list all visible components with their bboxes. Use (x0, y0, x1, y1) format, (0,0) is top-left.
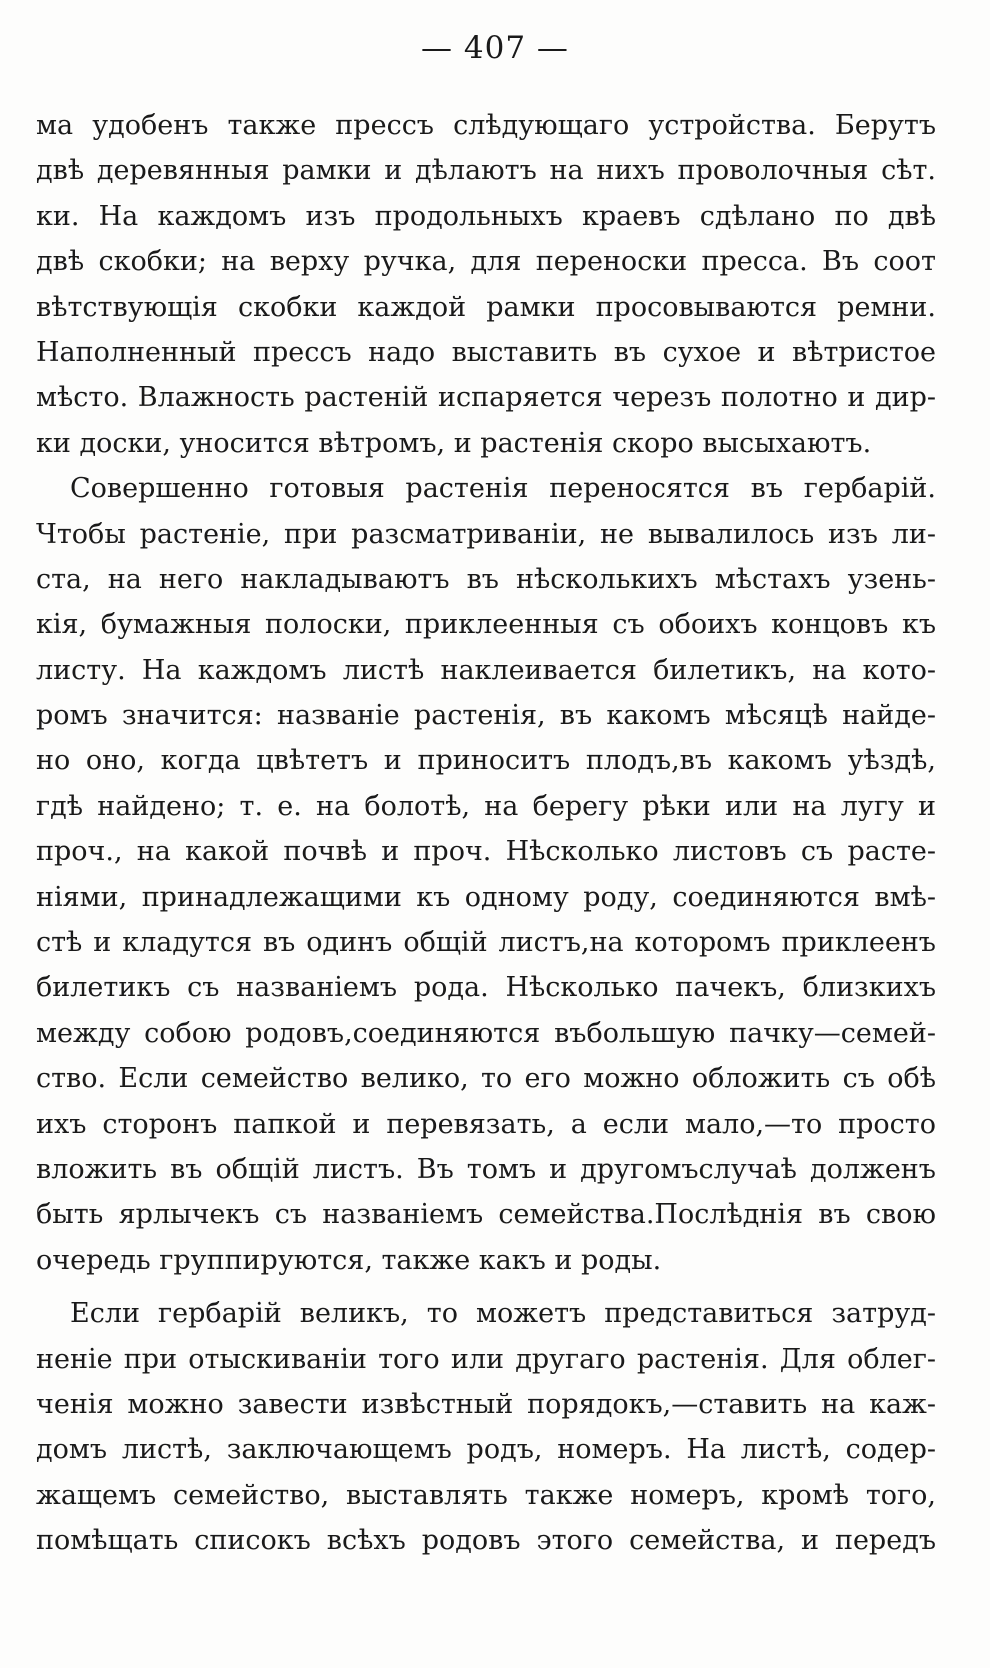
paragraph (36, 1291, 936, 1563)
text-line: быть ярлычекъ съ названіемъ семейства.Послѣднія въ свою (36, 1199, 936, 1231)
text-line: ки. На каждомъ изъ продольныхъ краевъ сдѣлано по двѣ (36, 200, 936, 232)
text-line: листу. На каждомъ листѣ наклеивается билетикъ, на кото- (36, 654, 936, 686)
text-line: домъ листѣ, заключающемъ родъ, номеръ. На листѣ, содер- (36, 1434, 936, 1466)
text-line: вложить въ общій листъ. Въ томъ и другомъслучаѣ долженъ (36, 1153, 936, 1185)
text-line: ніями, принадлежащими къ одному роду, соединяются вмѣ- (36, 881, 936, 913)
text-line: Совершенно готовыя растенія переносятся въ гербарій. (70, 473, 936, 505)
text-line: Чтобы растеніе, при разсматриваніи, не вывалилось изъ ли- (36, 518, 936, 550)
paragraph-gap (36, 1283, 936, 1291)
text-line: между собою родовъ,соединяются въбольшую пачку—семей- (36, 1017, 936, 1049)
text-line: двѣ деревянныя рамки и дѣлаютъ на нихъ проволочныя сѣт. (36, 155, 936, 187)
text-line: кія, бумажныя полоски, приклеенныя съ обоихъ концовъ къ (36, 609, 936, 641)
text-line: стѣ и кладутся въ одинъ общій листъ,на которомъ приклеенъ (36, 927, 936, 959)
text-line: вѣтствующія скобки каждой рамки просовываются ремни. (36, 291, 936, 323)
text-line: но оно, когда цвѣтетъ и приноситъ плодъ,въ какомъ уѣздѣ, (36, 745, 936, 777)
text-line: ромъ значится: названіе растенія, въ какомъ мѣсяцѣ найде- (36, 700, 936, 732)
text-line: Наполненный прессъ надо выставить въ сухое и вѣтристое (36, 336, 936, 368)
text-line: гдѣ найдено; т. е. на болотѣ, на берегу рѣки или на лугу и (36, 790, 936, 822)
paragraph (36, 466, 936, 1283)
paragraph (36, 103, 936, 466)
text-line: ченія можно завести извѣстный порядокъ,—ставить на каж- (36, 1388, 936, 1420)
text-line: билетикъ съ названіемъ рода. Нѣсколько пачекъ, близкихъ (36, 972, 936, 1004)
text-line: ки доски, уносится вѣтромъ, и растенія скоро высыхаютъ. (36, 427, 872, 459)
text-line: ихъ сторонъ папкой и перевязать, а если мало,—то просто (36, 1108, 936, 1140)
text-line: очередь группируются, также какъ и роды. (36, 1244, 662, 1276)
text-line: жащемъ семейство, выставлять также номеръ, кромѣ того, (36, 1479, 936, 1511)
text-line: мѣсто. Влажность растеній испаряется черезъ полотно и дир- (36, 382, 936, 414)
text-line: помѣщать списокъ всѣхъ родовъ этого семейства, и передъ (36, 1525, 936, 1557)
page-number: — 407 — (421, 30, 569, 66)
page-body-text (36, 103, 936, 1564)
text-line: ма удобенъ также прессъ слѣдующаго устройства. Берутъ (36, 110, 936, 141)
text-line: неніе при отыскиваніи того или другаго растенія. Для облег- (36, 1343, 936, 1375)
text-line: ство. Если семейство велико, то его можно обложить съ обѣ (36, 1063, 936, 1095)
text-line: Если гербарій великъ, то можетъ представиться затруд- (70, 1298, 936, 1330)
text-line: ста, на него накладываютъ въ нѣсколькихъ мѣстахъ узень- (36, 563, 936, 595)
text-line: проч., на какой почвѣ и проч. Нѣсколько листовъ съ расте- (36, 836, 936, 868)
text-line: двѣ скобки; на верху ручка, для переноски пресса. Въ соот (36, 246, 936, 278)
